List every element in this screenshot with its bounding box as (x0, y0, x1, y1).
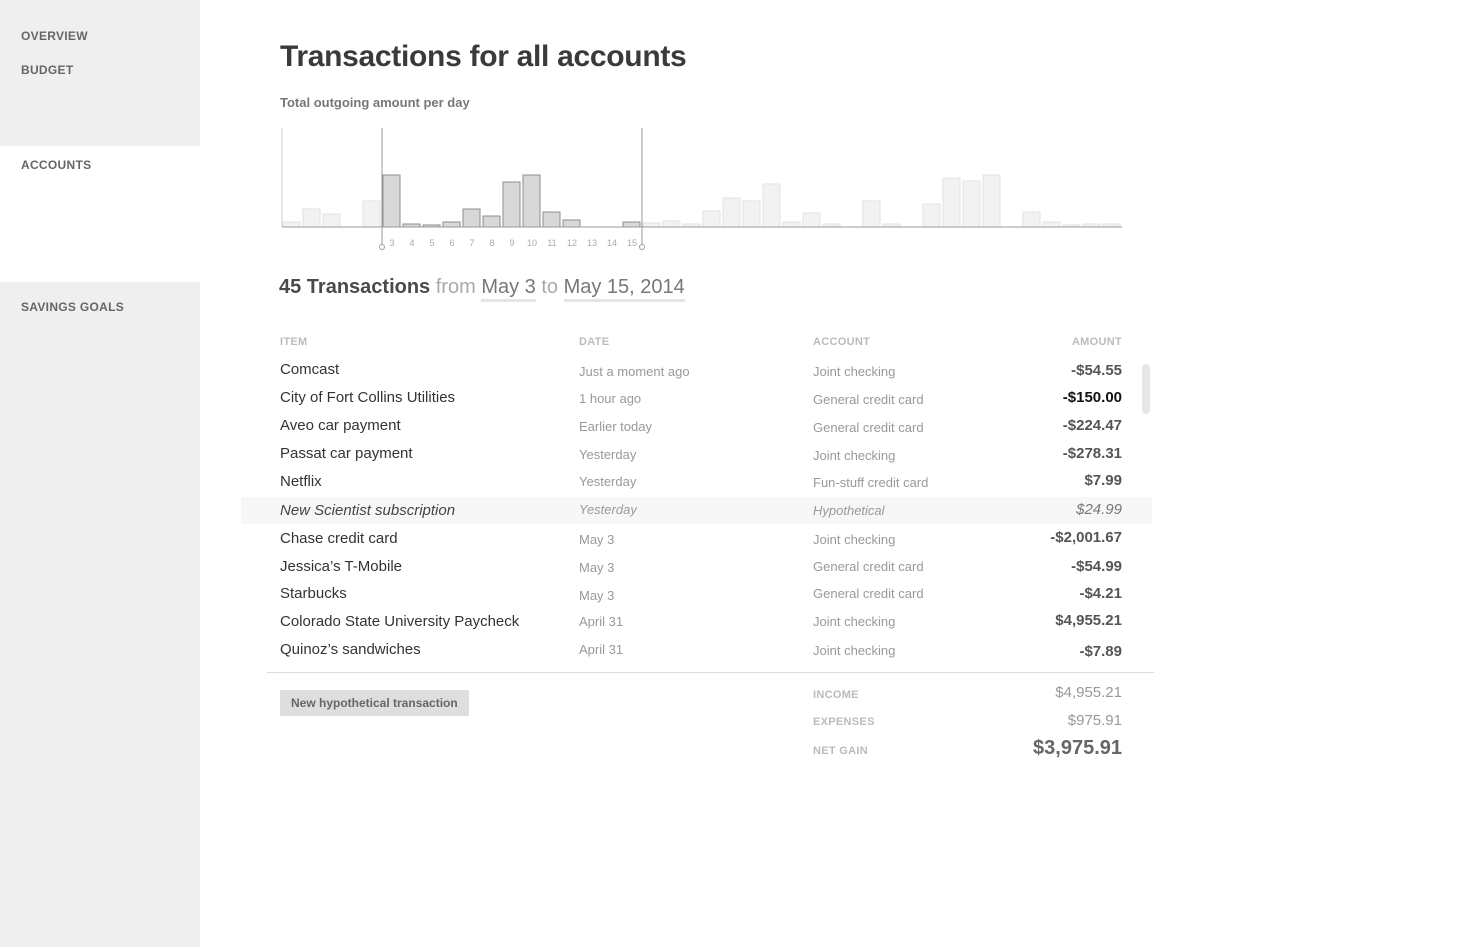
chart-tick-label: 4 (409, 238, 415, 248)
chart-bar (803, 213, 820, 227)
expenses-label: EXPENSES (813, 716, 875, 728)
from-word: from (435, 276, 476, 298)
row-date: May 3 (579, 532, 615, 547)
row-date: April 31 (579, 614, 624, 629)
row-amount: -$278.31 (1062, 445, 1122, 462)
row-item: Passat car payment (280, 445, 413, 462)
net-gain-label: NET GAIN (813, 745, 868, 757)
chart-bar (983, 175, 1000, 227)
row-item: Jessica’s T-Mobile (280, 558, 402, 575)
chart-tick-label: 15 (626, 238, 638, 248)
from-date-picker[interactable]: May 3 (481, 275, 535, 302)
row-date: May 3 (579, 560, 615, 575)
chart-bar (703, 211, 720, 227)
row-account: Joint checking (813, 643, 896, 658)
row-item: Aveo car payment (280, 417, 401, 434)
page-title: Transactions for all accounts (280, 40, 687, 73)
nav-group-accounts (0, 146, 200, 282)
transaction-count: 45 Transactions (279, 276, 431, 298)
row-item: City of Fort Collins Utilities (280, 389, 456, 406)
sidebar-item-savings-goals[interactable]: SAVINGS GOALS (21, 300, 125, 314)
chart-bar (503, 182, 520, 227)
row-date: May 3 (579, 588, 615, 603)
row-account: General credit card (813, 586, 924, 601)
income-value: $4,955.21 (1055, 684, 1122, 701)
row-item: New Scientist subscription (280, 502, 456, 519)
row-amount: -$4.21 (1079, 585, 1122, 602)
table-row[interactable] (241, 586, 1152, 613)
row-item: Netflix (280, 473, 322, 490)
chart-bar (463, 209, 480, 227)
row-account: Joint checking (813, 448, 896, 463)
row-date: 1 hour ago (579, 391, 642, 406)
new-hypothetical-transaction-button[interactable]: New hypothetical transaction (280, 690, 469, 716)
row-amount: -$150.00 (1062, 389, 1122, 406)
nav-group-top (0, 0, 200, 146)
net-gain-value: $3,975.91 (1033, 737, 1122, 759)
row-date: Yesterday (579, 474, 637, 489)
row-amount: -$2,001.67 (1050, 529, 1122, 546)
chart-bar (523, 175, 540, 227)
expenses-value: $975.91 (1067, 712, 1122, 729)
column-header-item[interactable]: ITEM (280, 336, 308, 348)
row-item: Chase credit card (280, 530, 398, 547)
row-item: Comcast (280, 361, 340, 378)
chart-bar (663, 221, 680, 227)
chart-bar (363, 201, 380, 227)
row-account: Joint checking (813, 532, 896, 547)
range-start-handle-knob[interactable] (380, 245, 385, 250)
chart-tick-label: 11 (547, 238, 557, 248)
table-scrollbar[interactable] (1142, 364, 1150, 414)
chart-tick-label: 8 (489, 238, 495, 248)
table-row-hypothetical[interactable] (241, 497, 1152, 524)
chart-tick-label: 9 (509, 238, 515, 248)
chart-tick-label: 7 (469, 238, 475, 248)
row-amount: -$7.89 (1079, 643, 1122, 660)
sidebar (0, 0, 200, 947)
table-row[interactable] (241, 361, 1152, 388)
row-account: General credit card (813, 420, 924, 435)
table-row[interactable] (241, 445, 1152, 472)
row-account: Fun-stuff credit card (813, 475, 929, 490)
sidebar-item-accounts[interactable]: ACCOUNTS (21, 158, 92, 172)
table-row[interactable] (241, 417, 1152, 444)
chart-bar (863, 201, 880, 227)
to-date-picker[interactable]: May 15, 2014 (564, 275, 685, 302)
row-account: General credit card (813, 392, 924, 407)
row-date: Just a moment ago (579, 364, 690, 379)
chart-tick-label: 12 (566, 238, 578, 248)
chart-bar (543, 212, 560, 227)
row-amount: -$54.99 (1071, 558, 1122, 575)
row-date: Earlier today (579, 419, 652, 434)
sidebar-item-overview[interactable]: OVERVIEW (21, 29, 88, 43)
income-label: INCOME (813, 689, 859, 701)
range-end-handle-knob[interactable] (640, 245, 645, 250)
chart-bar (323, 214, 340, 227)
row-date: Yesterday (579, 502, 637, 517)
column-header-amount[interactable]: AMOUNT (1071, 336, 1122, 348)
row-account: Joint checking (813, 614, 896, 629)
row-item: Starbucks (280, 585, 347, 602)
chart-bar (1043, 222, 1060, 227)
chart-bar (923, 204, 940, 227)
chart-bar (303, 209, 320, 227)
chart-bar (963, 181, 980, 227)
row-amount: $4,955.21 (1055, 612, 1122, 629)
chart-bar (623, 222, 640, 227)
chart-tick-label: 5 (429, 238, 435, 248)
chart-bar (283, 222, 300, 227)
transaction-summary (279, 275, 685, 302)
row-date: Yesterday (579, 447, 637, 462)
chart-bar (1023, 212, 1040, 227)
chart-tick-label: 14 (606, 238, 618, 248)
row-item: Colorado State University Paycheck (280, 613, 520, 630)
table-row[interactable] (241, 389, 1152, 416)
chart-bar (383, 175, 400, 227)
sidebar-item-budget[interactable]: BUDGET (21, 63, 74, 77)
row-account: Hypothetical (813, 503, 885, 518)
row-account: Joint checking (813, 364, 896, 379)
chart-caption: Total outgoing amount per day (280, 95, 470, 110)
chart-bar (483, 216, 500, 227)
chart-bar (783, 222, 800, 227)
chart-bar (723, 198, 740, 227)
chart-tick-label: 10 (526, 238, 538, 248)
row-item: Quinoz’s sandwiches (280, 641, 421, 658)
row-amount: -$54.55 (1071, 362, 1122, 379)
chart-tick-label: 3 (389, 238, 395, 248)
to-word: to (541, 276, 559, 298)
chart-bar (743, 201, 760, 227)
outgoing-chart[interactable] (278, 124, 1128, 254)
chart-tick-label: 6 (449, 238, 455, 248)
row-date: April 31 (579, 642, 624, 657)
column-header-account[interactable]: ACCOUNT (813, 336, 871, 348)
table-row[interactable] (241, 614, 1152, 641)
row-amount: $24.99 (1076, 501, 1122, 518)
chart-bar (563, 220, 580, 227)
chart-bar (763, 184, 780, 227)
chart-bar (443, 222, 460, 227)
row-account: General credit card (813, 559, 924, 574)
column-header-date[interactable]: DATE (579, 336, 610, 348)
table-row[interactable] (241, 473, 1152, 500)
table-row[interactable] (241, 558, 1152, 585)
chart-bar (943, 178, 960, 227)
table-row[interactable] (241, 642, 1152, 669)
chart-tick-label: 13 (586, 238, 598, 248)
row-amount: -$224.47 (1062, 417, 1122, 434)
nav-group-goals (0, 282, 200, 342)
table-row[interactable] (241, 530, 1152, 557)
table-divider (267, 672, 1154, 673)
row-amount: $7.99 (1084, 472, 1122, 489)
chart-bar (643, 223, 660, 227)
